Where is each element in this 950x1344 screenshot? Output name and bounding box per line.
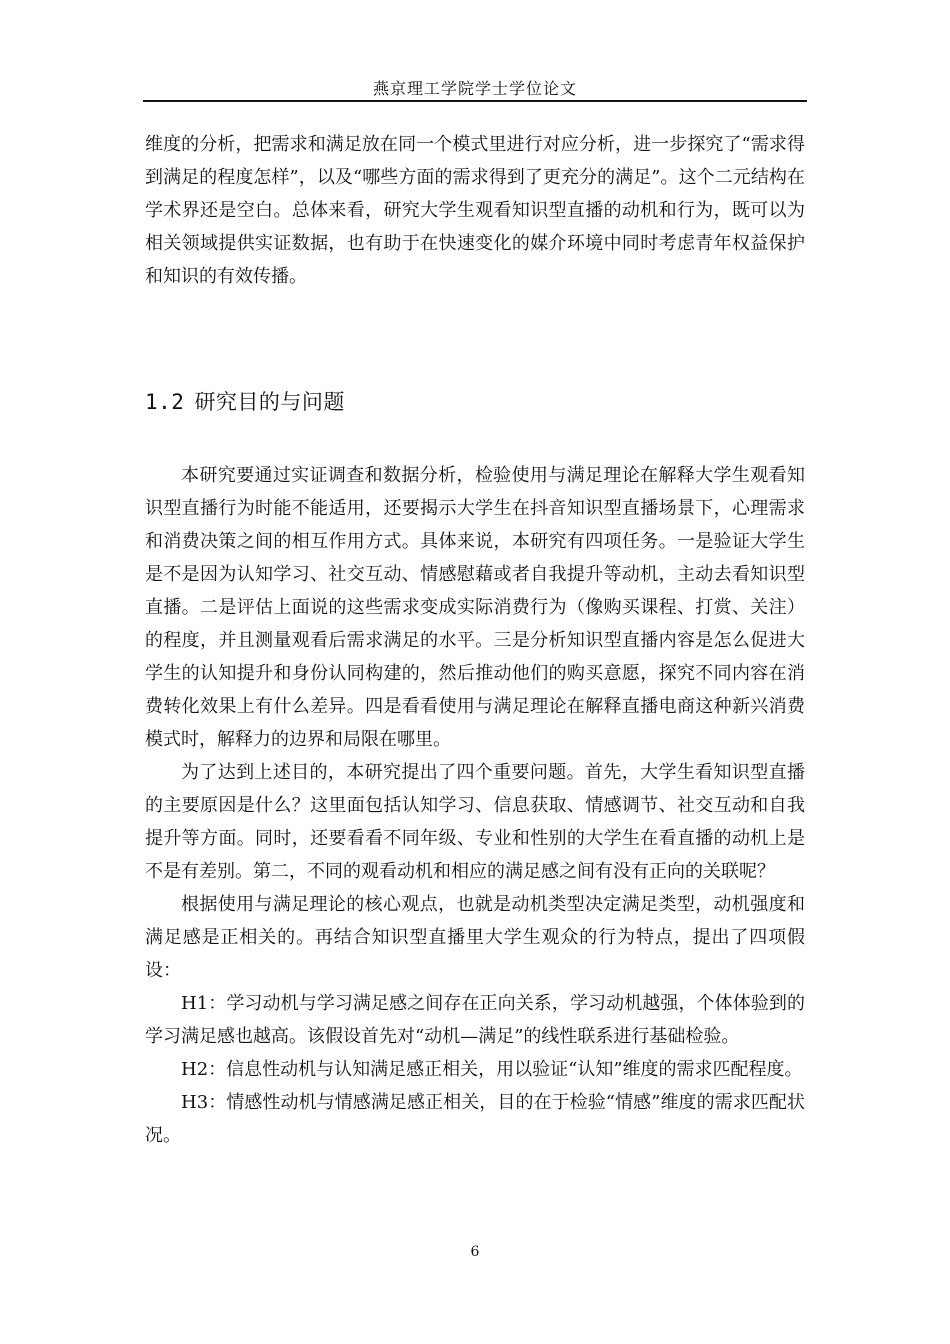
intro-block [145,128,805,293]
hypothesis-h2: H2：信息性动机与认知满足感正相关，用以验证“认知”维度的需求匹配程度。 [181,1059,803,1080]
hypothesis-h1: H1：学习动机与学习满足感之间存在正向关系，学习动机越强，个体体验到的学习满足感也越高。该假设首先对“动机—满足”的线性联系进行基础检验。 [145,993,805,1047]
running-header: 燕京理工学院学士学位论文 [372,79,577,98]
paragraph: 根据使用与满足理论的核心观点，也就是动机类型决定满足类型，动机强度和满足感是正相关的。再结合知识型直播里大学生观众的行为特点，提出了四项假设： [145,894,805,981]
section-heading [145,386,345,416]
section-title: 研究目的与问题 [194,390,345,414]
paragraph: 本研究要通过实证调查和数据分析，检验使用与满足理论在解释大学生观看知识型直播行为时能不能适用，还要揭示大学生在抖音知识型直播场景下，心理需求和消费决策之间的相互作用方式。具体来说，本研究有四项任务。一是验证大学生是不是因为认知学习、社交互动、情感慰藉或者自我提升等动机，主动去看知识型直播。二是评估上面说的这些需求变成实际消费行为（像购买课程、打赏、关注）的程度，并且测量观看后需求满足的水平。三是分析知识型直播内容是怎么促进大学生的认知提升和身份认同构建的，然后推动他们的购买意愿，探究不同内容在消费转化效果上有什么差异。四是看看使用与满足理论在解释直播电商这种新兴消费模式时，解释力的边界和局限在哪里。 [145,465,805,750]
section-body [145,459,805,1152]
page-number: 6 [470,1244,480,1260]
intro-paragraph: 维度的分析，把需求和满足放在同一个模式里进行对应分析，进一步探究了“需求得到满足的程度怎样”，以及“哪些方面的需求得到了更充分的满足”。这个二元结构在学术界还是空白。总体来看，研究大学生观看知识型直播的动机和行为，既可以为相关领域提供实证数据，也有助于在快速变化的媒介环境中同时考虑青年权益保护和知识的有效传播。 [145,134,805,287]
section-number: 1.2 [145,390,185,414]
hypothesis-h3: H3：情感性动机与情感满足感正相关，目的在于检验“情感”维度的需求匹配状况。 [145,1092,805,1146]
header-rule [143,100,807,102]
paragraph: 为了达到上述目的，本研究提出了四个重要问题。首先，大学生看知识型直播的主要原因是什么？这里面包括认知学习、信息获取、情感调节、社交互动和自我提升等方面。同时，还要看看不同年级、专业和性别的大学生在看直播的动机上是不是有差别。第二，不同的观看动机和相应的满足感之间有没有正向的关联呢？ [145,762,805,882]
